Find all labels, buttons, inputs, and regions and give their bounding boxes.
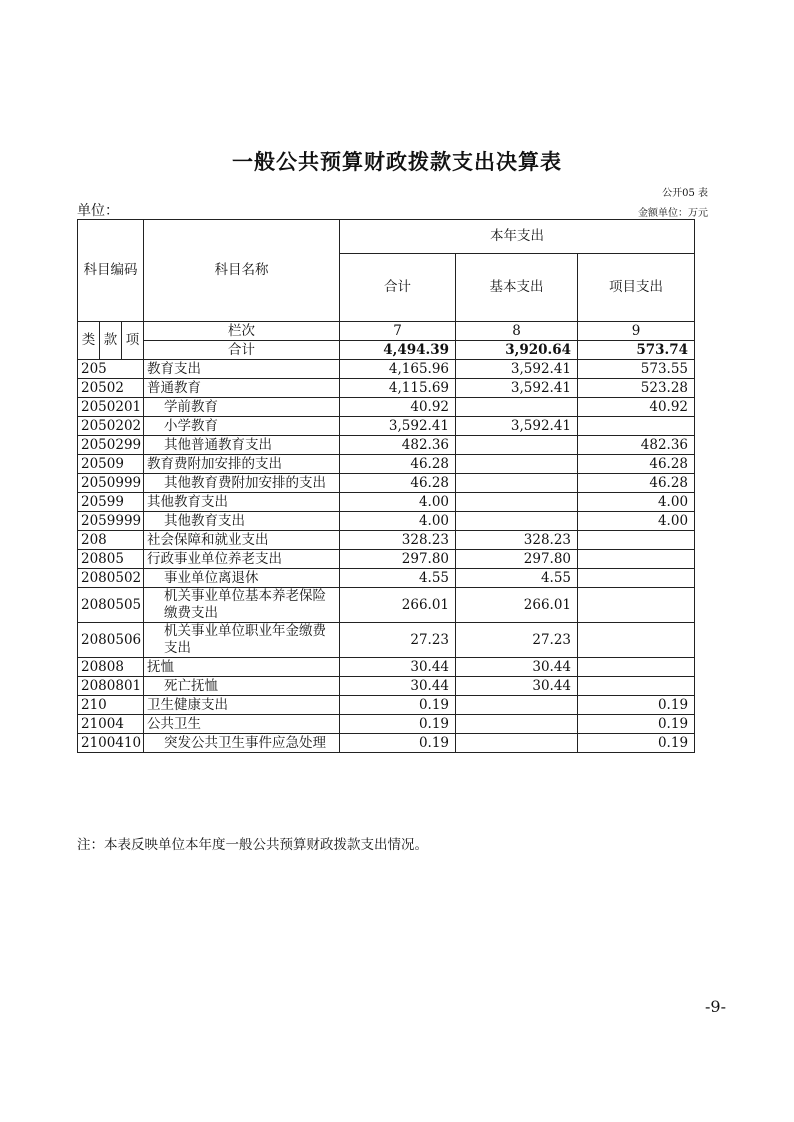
table-row [78,474,695,493]
row-basic: 3,592.41 [456,360,578,379]
row-basic: 30.44 [456,658,578,677]
row-code: 20502 [78,379,144,398]
row-code: 20509 [78,455,144,474]
row-subject-name: 学前教育 [144,398,340,417]
header-kuan: 款 [100,322,122,360]
col-number-basic: 8 [456,322,578,341]
header-code-group: 科目编码 [78,220,144,322]
row-basic: 3,592.41 [456,417,578,436]
row-subject-name: 社会保障和就业支出 [144,531,340,550]
table-row [78,696,695,715]
table-row [78,417,695,436]
row-basic [456,436,578,455]
total-project: 573.74 [578,341,695,360]
row-total: 4,115.69 [340,379,456,398]
row-project: 40.92 [578,398,695,417]
header-project: 项目支出 [578,254,695,322]
table-row [78,455,695,474]
table-row [78,715,695,734]
row-code: 2050299 [78,436,144,455]
row-project [578,658,695,677]
total-basic: 3,920.64 [456,341,578,360]
header-lei: 类 [78,322,100,360]
table-row [78,569,695,588]
row-basic [456,696,578,715]
row-total: 482.36 [340,436,456,455]
row-project: 46.28 [578,455,695,474]
row-total: 0.19 [340,715,456,734]
row-code: 2050202 [78,417,144,436]
row-subject-name: 公共卫生 [144,715,340,734]
row-subject-name: 其他普通教育支出 [144,436,340,455]
row-subject-name: 行政事业单位养老支出 [144,550,340,569]
footnote: 注：本表反映单位本年度一般公共预算财政拨款支出情况。 [77,837,428,853]
row-basic: 4.55 [456,569,578,588]
row-total: 3,592.41 [340,417,456,436]
row-project [578,550,695,569]
row-subject-name: 其他教育支出 [144,493,340,512]
table-row [78,550,695,569]
row-subject-name: 事业单位离退休 [144,569,340,588]
row-total: 4.55 [340,569,456,588]
row-subject-name: 抚恤 [144,658,340,677]
row-code: 20599 [78,493,144,512]
row-project [578,417,695,436]
table-row [78,531,695,550]
row-total: 30.44 [340,658,456,677]
row-basic [456,734,578,753]
row-code: 2100410 [78,734,144,753]
row-code: 21004 [78,715,144,734]
row-subject-name: 卫生健康支出 [144,696,340,715]
row-subject-name: 死亡抚恤 [144,677,340,696]
row-total: 30.44 [340,677,456,696]
row-project: 482.36 [578,436,695,455]
header-subject-name: 科目名称 [144,220,340,322]
table-row [78,658,695,677]
row-basic [456,715,578,734]
row-basic [456,474,578,493]
row-total: 46.28 [340,455,456,474]
total-label: 合计 [144,341,340,360]
row-subject-name: 其他教育支出 [144,512,340,531]
row-basic: 3,592.41 [456,379,578,398]
row-basic: 266.01 [456,588,578,623]
row-code: 2059999 [78,512,144,531]
header-current-year: 本年支出 [340,220,695,254]
row-basic: 297.80 [456,550,578,569]
row-code: 2050201 [78,398,144,417]
row-code: 2080502 [78,569,144,588]
header-lanci: 栏次 [144,322,340,341]
row-project [578,569,695,588]
row-subject-name: 教育支出 [144,360,340,379]
row-project [578,677,695,696]
row-project: 0.19 [578,696,695,715]
unit-label: 单位： [77,203,119,219]
table-number: 公开05 表 [662,188,708,199]
table-row [78,360,695,379]
row-total: 46.28 [340,474,456,493]
row-project: 0.19 [578,734,695,753]
row-total: 40.92 [340,398,456,417]
expenditure-table [77,219,695,753]
row-basic: 27.23 [456,623,578,658]
page-title: 一般公共预算财政拨款支出决算表 [232,150,562,174]
col-number-project: 9 [578,322,695,341]
row-total: 0.19 [340,696,456,715]
table-row [78,677,695,696]
row-basic: 328.23 [456,531,578,550]
row-code: 205 [78,360,144,379]
row-project: 0.19 [578,715,695,734]
total-row [78,341,695,360]
row-total: 266.01 [340,588,456,623]
row-basic [456,493,578,512]
row-subject-name: 机关事业单位职业年金缴费支出 [144,623,340,658]
row-basic: 30.44 [456,677,578,696]
header-basic: 基本支出 [456,254,578,322]
table-row [78,398,695,417]
header-xiang: 项 [122,322,144,360]
table-row [78,734,695,753]
page-number: -9- [705,997,726,1016]
row-basic [456,512,578,531]
row-project: 523.28 [578,379,695,398]
row-code: 208 [78,531,144,550]
table-row [78,436,695,455]
row-code: 210 [78,696,144,715]
row-project: 573.55 [578,360,695,379]
table-header [78,220,695,360]
table-row [78,512,695,531]
row-total: 4,165.96 [340,360,456,379]
table-row [78,623,695,658]
row-code: 2080801 [78,677,144,696]
row-basic [456,455,578,474]
row-total: 4.00 [340,493,456,512]
table-body [78,360,695,753]
total-amount: 4,494.39 [340,341,456,360]
table-row [78,588,695,623]
row-total: 4.00 [340,512,456,531]
row-total: 27.23 [340,623,456,658]
row-code: 2080505 [78,588,144,623]
row-total: 0.19 [340,734,456,753]
row-subject-name: 小学教育 [144,417,340,436]
table-row [78,493,695,512]
header-total: 合计 [340,254,456,322]
row-subject-name: 教育费附加安排的支出 [144,455,340,474]
row-total: 328.23 [340,531,456,550]
row-project [578,588,695,623]
row-code: 20808 [78,658,144,677]
row-total: 297.80 [340,550,456,569]
row-project: 4.00 [578,512,695,531]
row-subject-name: 普通教育 [144,379,340,398]
row-basic [456,398,578,417]
row-subject-name: 机关事业单位基本养老保险缴费支出 [144,588,340,623]
row-project: 4.00 [578,493,695,512]
row-project: 46.28 [578,474,695,493]
table-row [78,379,695,398]
row-code: 2080506 [78,623,144,658]
col-number-total: 7 [340,322,456,341]
row-code: 2050999 [78,474,144,493]
row-subject-name: 突发公共卫生事件应急处理 [144,734,340,753]
row-project [578,623,695,658]
row-subject-name: 其他教育费附加安排的支出 [144,474,340,493]
row-project [578,531,695,550]
row-code: 20805 [78,550,144,569]
amount-unit: 金额单位：万元 [638,208,708,219]
